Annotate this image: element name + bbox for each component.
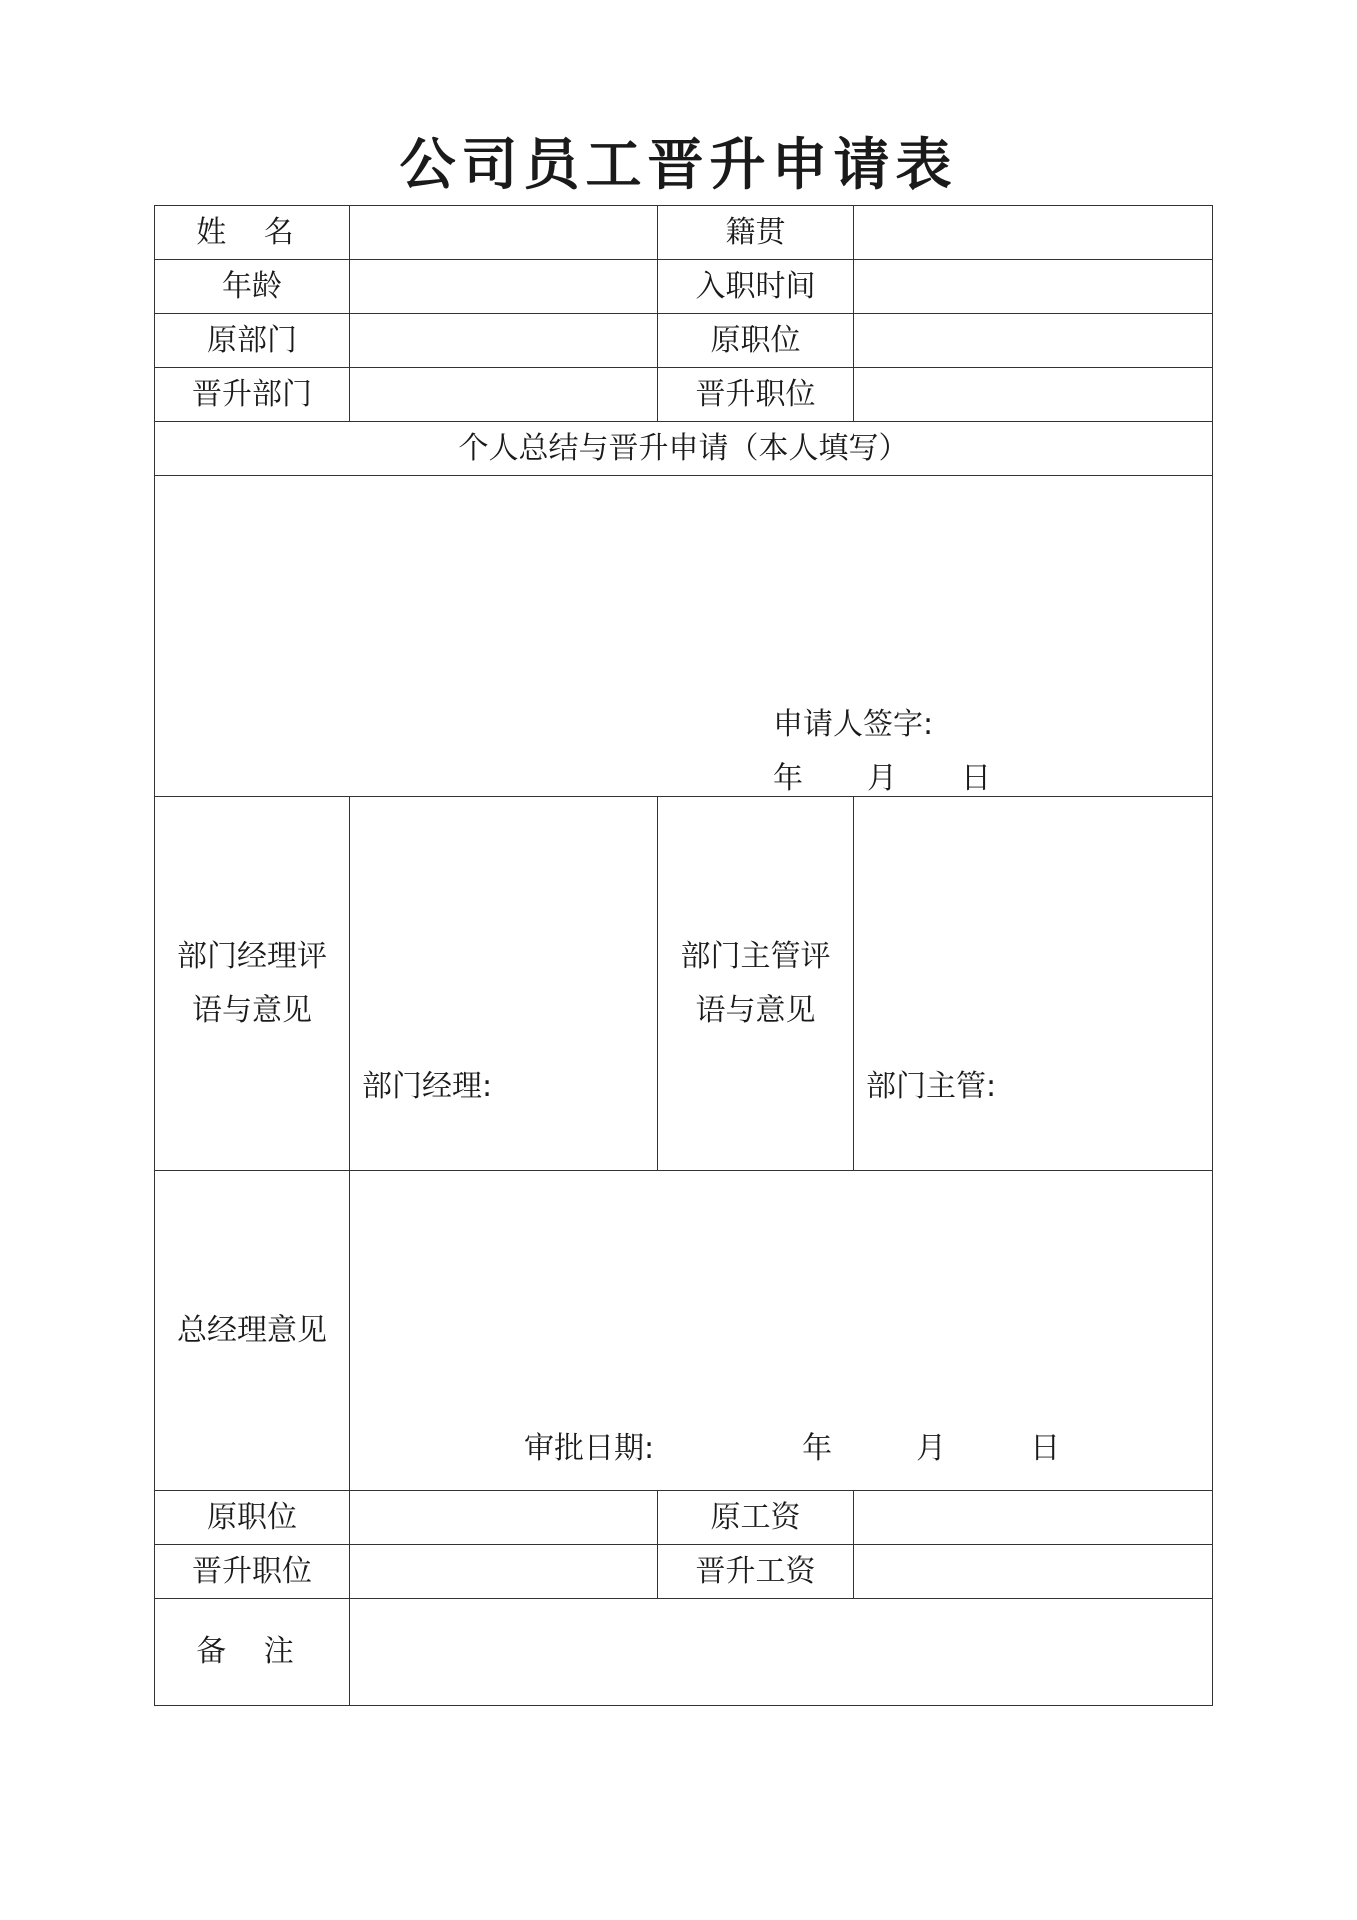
manager-opinion-label-cell xyxy=(155,797,350,1171)
summary-input-area[interactable] xyxy=(155,476,1213,797)
input-salary-promo-position[interactable] xyxy=(350,1545,658,1599)
applicant-date-row xyxy=(773,752,991,797)
input-hire-date[interactable] xyxy=(854,260,1213,314)
row-orig-dept xyxy=(155,314,1213,368)
input-promo-salary[interactable] xyxy=(854,1545,1213,1599)
gm-approval-date-row xyxy=(524,1429,1060,1469)
summary-header: 个人总结与晋升申请（本人填写） xyxy=(155,422,1213,476)
gm-opinion-label: 总经理意见 xyxy=(155,1171,350,1491)
gm-opinion-input[interactable] xyxy=(350,1171,1213,1491)
label-orig-position: 原职位 xyxy=(658,314,854,368)
supervisor-opinion-label-cell xyxy=(658,797,854,1171)
input-age[interactable] xyxy=(350,260,658,314)
input-orig-salary[interactable] xyxy=(854,1491,1213,1545)
row-summary-header xyxy=(155,422,1213,476)
input-native-place[interactable] xyxy=(854,206,1213,260)
supervisor-opinion-input[interactable] xyxy=(854,797,1213,1171)
label-promo-position: 晋升职位 xyxy=(658,368,854,422)
label-name: 姓 名 xyxy=(155,206,350,260)
label-orig-salary: 原工资 xyxy=(658,1491,854,1545)
approval-date-label: 审批日期: xyxy=(524,1431,655,1466)
form-title: 公司员工晋升申请表 xyxy=(399,133,958,198)
label-promo-dept: 晋升部门 xyxy=(155,368,350,422)
input-remarks[interactable] xyxy=(350,1599,1213,1706)
label-salary-orig-position: 原职位 xyxy=(155,1491,350,1545)
supervisor-signer-label: 部门主管: xyxy=(866,1069,997,1104)
gm-month-label: 月 xyxy=(916,1431,947,1466)
label-remarks: 备 注 xyxy=(155,1599,350,1706)
row-promo-dept xyxy=(155,368,1213,422)
applicant-year-label: 年 xyxy=(773,761,803,796)
row-opinions xyxy=(155,797,1213,1171)
applicant-month-label: 月 xyxy=(867,761,897,796)
label-orig-dept: 原部门 xyxy=(155,314,350,368)
row-promo-salary xyxy=(155,1545,1213,1599)
gm-year-label: 年 xyxy=(802,1431,833,1466)
label-promo-salary: 晋升工资 xyxy=(658,1545,854,1599)
applicant-signature-block xyxy=(773,698,991,797)
applicant-signature-label: 申请人签字: xyxy=(773,707,934,742)
row-orig-salary xyxy=(155,1491,1213,1545)
input-promo-position[interactable] xyxy=(854,368,1213,422)
gm-day-label: 日 xyxy=(1030,1431,1061,1466)
input-promo-dept[interactable] xyxy=(350,368,658,422)
input-orig-position[interactable] xyxy=(854,314,1213,368)
supervisor-opinion-label: 部门主管评语与意见 xyxy=(680,938,831,1028)
input-name[interactable] xyxy=(350,206,658,260)
row-remarks xyxy=(155,1599,1213,1706)
label-age: 年龄 xyxy=(155,260,350,314)
row-gm-opinion xyxy=(155,1171,1213,1491)
manager-opinion-input[interactable] xyxy=(350,797,658,1171)
manager-signer-label: 部门经理: xyxy=(362,1069,493,1104)
promotion-form-table xyxy=(154,205,1213,1706)
row-summary-body xyxy=(155,476,1213,797)
label-native-place: 籍贯 xyxy=(658,206,854,260)
input-orig-dept[interactable] xyxy=(350,314,658,368)
label-salary-promo-position: 晋升职位 xyxy=(155,1545,350,1599)
manager-opinion-label: 部门经理评语与意见 xyxy=(177,938,327,1028)
input-salary-orig-position[interactable] xyxy=(350,1491,658,1545)
row-age xyxy=(155,260,1213,314)
label-hire-date: 入职时间 xyxy=(658,260,854,314)
applicant-day-label: 日 xyxy=(961,761,991,796)
row-name xyxy=(155,206,1213,260)
